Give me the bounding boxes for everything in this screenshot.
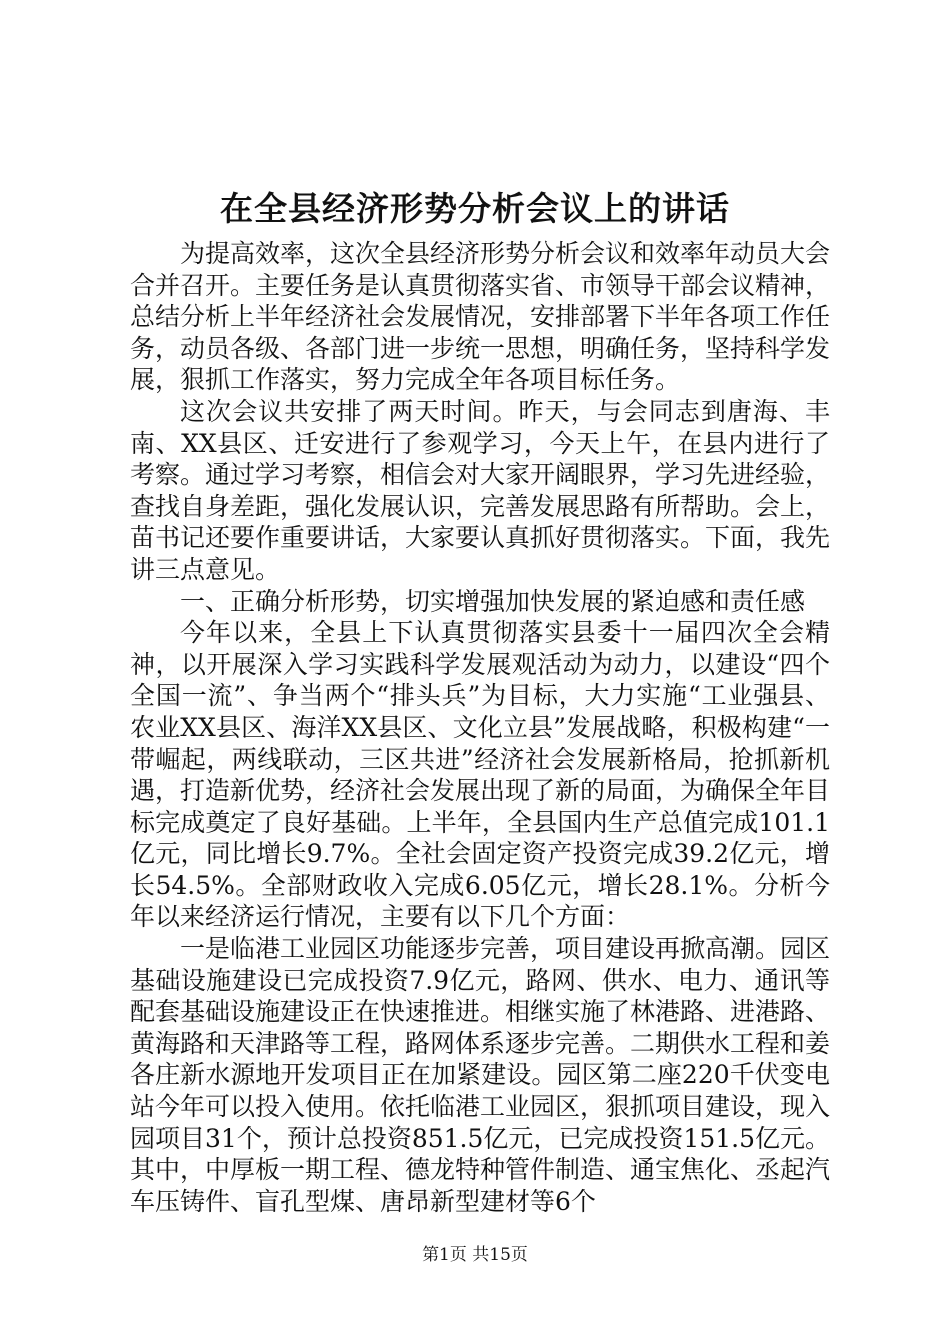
document-title: 在全县经济形势分析会议上的讲话 [220, 189, 730, 228]
paragraph-intro: 为提高效率，这次全县经济形势分析会议和效率年动员大会合并召开。主要任务是认真贯彻落实省、市领导干部会议精神，总结分析上半年经济社会发展情况，安排部署下半年各项工作任务，动员各级、各部门进一步统一思想，明确任务，坚持科学发展，狠抓工作落实，努力完成全年各项目标任务。 [130, 239, 831, 395]
paragraph-industrial-park: 一是临港工业园区功能逐步完善，项目建设再掀高潮。园区基础设施建设已完成投资7.9亿元，路网、供水、电力、通讯等配套基础设施建设正在快速推进。相继实施了林港路、进港路、黄海路和天津路等工程，路网体系逐步完善。二期供水工程和姜各庄新水源地开发项目正在加紧建设。园区第二座220千伏变电站今年可以投入使用。依托临港工业园区，狠抓项目建设，现入园项目31个，预计总投资851.5亿元，已完成投资151.5亿元。其中，中厚板一期工程、德龙特种管件制造、通宝焦化、丞起汽车压铸件、盲孔型煤、唐昂新型建材等6个 [130, 934, 831, 1216]
page-footer: 第1页 共15页 [422, 1245, 528, 1265]
paragraph-economic-overview: 今年以来，全县上下认真贯彻落实县委十一届四次全会精神，以开展深入学习实践科学发展观活动为动力，以建设“四个全国一流”、争当两个“排头兵”为目标，大力实施“工业强县、农业XX县区、海洋XX县区、文化立县”发展战略，积极构建“一带崛起，两线联动，三区共进”经济社会发展新格局，抢抓新机遇，打造新优势，经济社会发展出现了新的局面，为确保全年目标完成奠定了良好基础。上半年，全县国内生产总值完成101.1亿元，同比增长9.7%。全社会固定资产投资完成39.2亿元，增长54.5%。全部财政收入完成6.05亿元，增长28.1%。分析今年以来经济运行情况，主要有以下几个方面： [130, 618, 831, 932]
section-heading-one: 一、正确分析形势，切实增强加快发展的紧迫感和责任感 [180, 586, 806, 616]
document-body [130, 238, 830, 1217]
paragraph-meeting-schedule: 这次会议共安排了两天时间。昨天，与会同志到唐海、丰南、XX县区、迁安进行了参观学习，今天上午，在县内进行了考察。通过学习考察，相信会对大家开阔眼界，学习先进经验，查找自身差距，强化发展认识，完善发展思路有所帮助。会上，苗书记还要作重要讲话，大家要认真抓好贯彻落实。下面，我先讲三点意见。 [130, 396, 831, 584]
